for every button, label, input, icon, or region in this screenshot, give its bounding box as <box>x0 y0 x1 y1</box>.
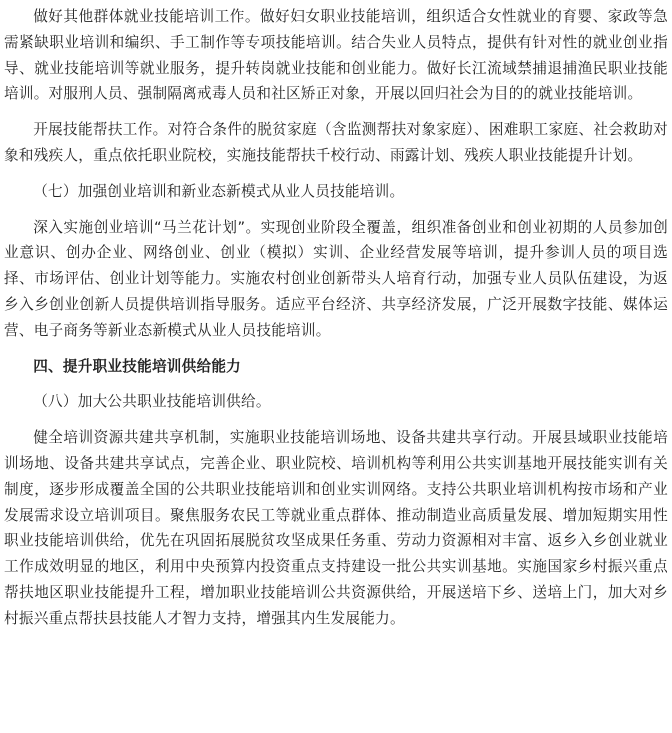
paragraph-public-training-supply: 健全培训资源共建共享机制，实施职业技能培训场地、设备共建共享行动。开展县域职业技能培训场地、设备共建共享试点，完善企业、职业院校、培训机构等利用公共实训基地开展技能实训有关制度，逐步形成覆盖全国的公共职业技能培训和创业实训网络。支持公共职业培训机构按市场和产业发展需求设立培训项目。聚焦服务农民工等就业重点群体、推动制造业高质量发展、增加短期实用性职业技能培训供给，优先在巩固拓展脱贫攻坚成果任务重、劳动力资源相对丰富、返乡入乡创业就业工作成效明显的地区，利用中央预算内投资重点支持建设一批公共实训基地。实施国家乡村振兴重点帮扶地区职业技能提升工程，增加职业技能培训公共资源供给，开展送培下乡、送培上门，加大对乡村振兴重点帮扶县技能人才智力支持，增强其内生发展能力。 <box>4 429 668 627</box>
paragraph-entrepreneurship-training: 深入实施创业培训“马兰花计划”。实现创业阶段全覆盖，组织准备创业和创业初期的人员参加创业意识、创办企业、网络创业、创业（模拟）实训、企业经营发展等培训，提升参训人员的项目选择、市场评估、创业计划等能力。实施农村创业创新带头人培育行动，加强专业人员队伍建设，为返乡入乡创业创新人员提供培训指导服务。适应平台经济、共享经济发展，广泛开展数字技能、媒体运营、电子商务等新业态新模式从业人员技能培训。 <box>4 218 668 339</box>
paragraph-skills-assistance: 开展技能帮扶工作。对符合条件的脱贫家庭（含监测帮扶对象家庭）、困难职工家庭、社会救助对象和残疾人，重点依托职业院校，实施技能帮扶千校行动、雨露计划、残疾人职业技能提升计划。 <box>4 121 668 164</box>
subheading-8: （八）加大公共职业技能培训供给。 <box>33 393 271 411</box>
paragraph-other-groups-training: 做好其他群体就业技能培训工作。做好妇女职业技能培训，组织适合女性就业的育婴、家政等急需紧缺职业培训和编织、手工制作等专项技能培训。结合失业人员特点，提供有针对性的就业创业指导、就业技能培训等就业服务，提升转岗就业技能和创业能力。做好长江流域禁捕退捕渔民职业技能培训。对服刑人员、强制隔离戒毒人员和社区矫正对象，开展以回归社会为目的的就业技能培训。 <box>4 8 668 103</box>
subheading-7: （七）加强创业培训和新业态新模式从业人员技能培训。 <box>33 182 405 200</box>
section-heading-4: 四、提升职业技能培训供给能力 <box>33 357 242 375</box>
